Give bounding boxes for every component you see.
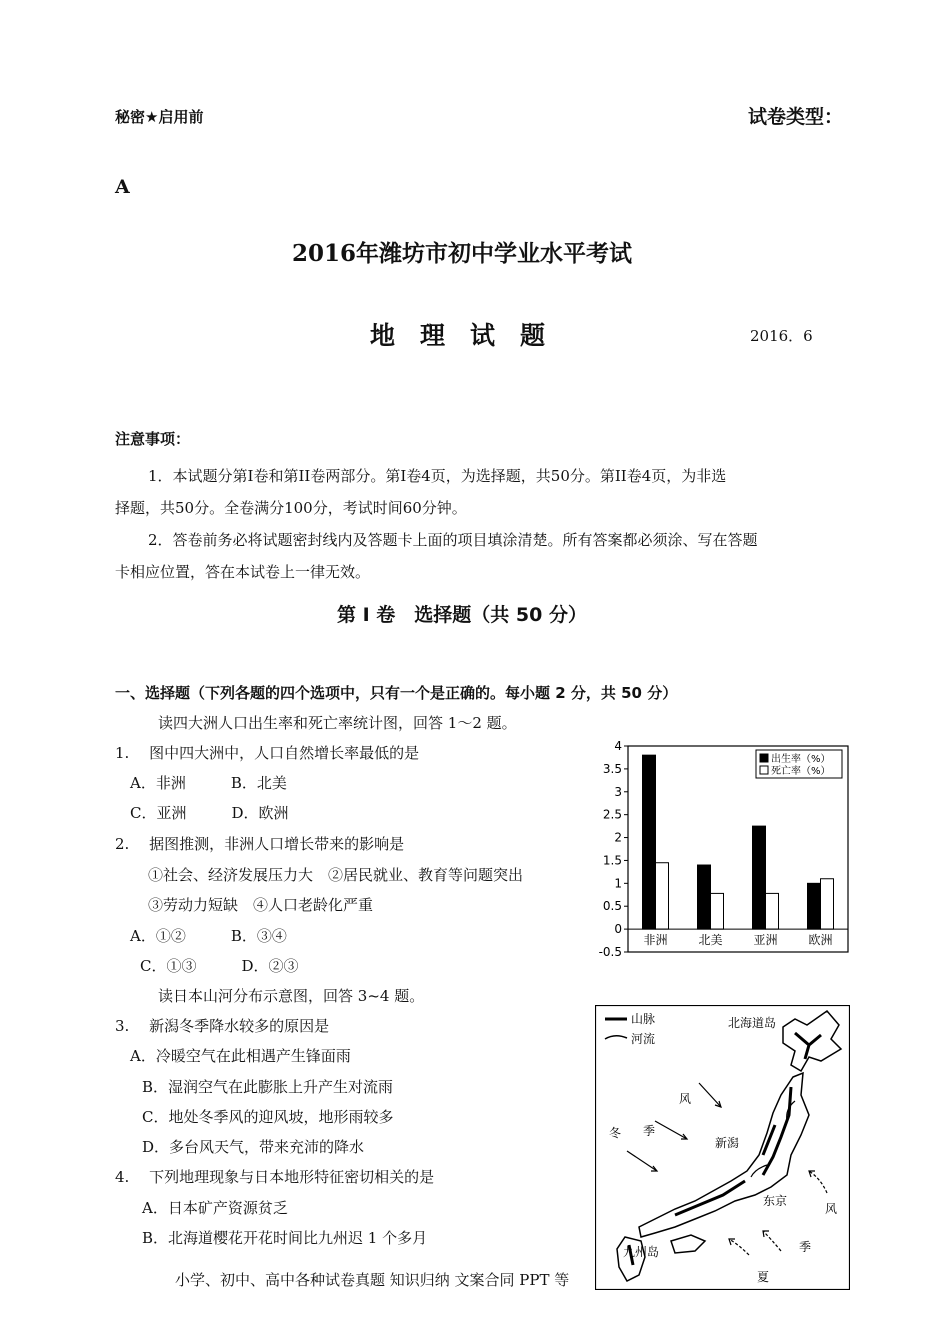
exam-title: 2016年潍坊市初中学业水平考试: [292, 240, 633, 267]
legend-entry: 死亡率（%）: [771, 766, 831, 777]
answer-options: C．亚洲 D．欧洲: [130, 804, 289, 822]
part-heading: 一、选择题（下列各题的四个选项中，只有一个是正确的。每小题 2 分，共 50 分）: [115, 684, 678, 702]
paper-type-value: A: [115, 176, 130, 198]
notice-heading: 注意事项：: [115, 430, 191, 448]
answer-option: B．北海道樱花开花时间比九州迟 1 个多月: [142, 1229, 428, 1247]
y-tick-label: 2.5: [602, 807, 622, 822]
y-tick-label: 2: [614, 830, 622, 845]
label-niigata: 新潟: [715, 1136, 740, 1150]
legend-swatch: [760, 766, 768, 774]
category-label: 非洲: [643, 933, 668, 947]
notice-line: 卡相应位置，答在本试卷上一律无效。: [115, 563, 371, 581]
legend-swatch: [760, 754, 768, 762]
label-kyushu: 九州岛: [623, 1245, 660, 1259]
footer-text: 小学、初中、高中各种试卷真题 知识归纳 文案合同 PPT 等: [175, 1271, 570, 1289]
paper-type-label: 试卷类型：: [748, 106, 844, 128]
winter-wind-char: 风: [679, 1092, 692, 1106]
exam-date: 2016．6: [750, 327, 813, 345]
bar-death-rate: [656, 863, 669, 929]
section-title: 第 Ⅰ 卷 选择题（共 50 分）: [337, 604, 587, 626]
y-tick-label: 3: [614, 784, 622, 799]
category-label: 亚洲: [753, 933, 778, 947]
answer-option: B．湿润空气在此膨胀上升产生对流雨: [142, 1078, 394, 1096]
answer-options: C．①③ D．②③: [140, 957, 299, 975]
winter-wind-char: 冬: [609, 1126, 622, 1140]
bar-death-rate: [821, 879, 834, 929]
secret-mark: 秘密★启用前: [115, 108, 204, 126]
label-tokyo: 东京: [763, 1194, 788, 1208]
y-tick-label: 0.5: [602, 899, 622, 914]
notice-line: 择题，共50分。全卷满分100分，考试时间60分钟。: [115, 499, 467, 517]
label-hokkaido: 北海道岛: [728, 1016, 777, 1030]
subject-title: 地 理 试 题: [370, 321, 546, 350]
answer-option: A．冷暖空气在此相遇产生锋面雨: [130, 1047, 351, 1065]
y-tick-label: 1.5: [602, 853, 622, 868]
answer-options: A．①② B．③④: [130, 927, 287, 945]
bar-birth-rate: [698, 865, 711, 929]
category-label: 北美: [698, 933, 723, 947]
question-stem: 1. 图中四大洲中，人口自然增长率最低的是: [115, 744, 420, 762]
answer-options: A．非洲 B．北美: [130, 774, 287, 792]
answer-option: C．地处冬季风的迎风坡，地形雨较多: [142, 1108, 394, 1126]
legend-mountain: 山脉: [631, 1012, 656, 1026]
bar-birth-rate: [753, 826, 766, 929]
japan-map: [595, 1005, 850, 1290]
notice-line: 1．本试题分第I卷和第II卷两部分。第I卷4页，为选择题，共50分。第II卷4页，为非选: [148, 467, 727, 485]
y-tick-label: 4: [614, 739, 622, 753]
y-tick-label: -0.5: [598, 945, 622, 959]
statement-line: ①社会、经济发展压力大 ②居民就业、教育等问题突出: [148, 866, 524, 884]
legend-entry: 出生率（%）: [771, 754, 831, 765]
question-stem: 2. 据图推测，非洲人口增长带来的影响是: [115, 835, 405, 853]
answer-option: A．日本矿产资源贫乏: [142, 1199, 288, 1217]
reading-prompt: 读日本山河分布示意图，回答 3~4 题。: [158, 987, 425, 1005]
bar-death-rate: [766, 893, 779, 929]
bar-birth-rate: [643, 755, 656, 929]
category-label: 欧洲: [808, 933, 833, 947]
winter-wind-char: 季: [643, 1124, 656, 1138]
question-stem: 4. 下列地理现象与日本地形特征密切相关的是: [115, 1168, 435, 1186]
notice-line: 2．答卷前务必将试题密封线内及答题卡上面的项目填涂清楚。所有答案都必须涂、写在答题: [148, 531, 758, 549]
reading-prompt: 读四大洲人口出生率和死亡率统计图，回答 1～2 题。: [158, 714, 517, 732]
summer-wind-char: 风: [825, 1202, 838, 1216]
y-tick-label: 1: [614, 876, 622, 891]
summer-wind-char: 季: [799, 1240, 812, 1254]
summer-wind-char: 夏: [757, 1270, 770, 1284]
statement-line: ③劳动力短缺 ④人口老龄化严重: [148, 896, 374, 914]
answer-option: D．多台风天气，带来充沛的降水: [142, 1138, 365, 1156]
question-stem: 3. 新潟冬季降水较多的原因是: [115, 1017, 330, 1035]
bar-birth-rate: [808, 883, 821, 929]
y-tick-label: 0: [614, 922, 622, 937]
y-tick-label: 3.5: [602, 761, 622, 776]
legend-river: 河流: [631, 1032, 656, 1046]
bar-death-rate: [711, 893, 724, 929]
population-rate-chart: [590, 738, 852, 960]
